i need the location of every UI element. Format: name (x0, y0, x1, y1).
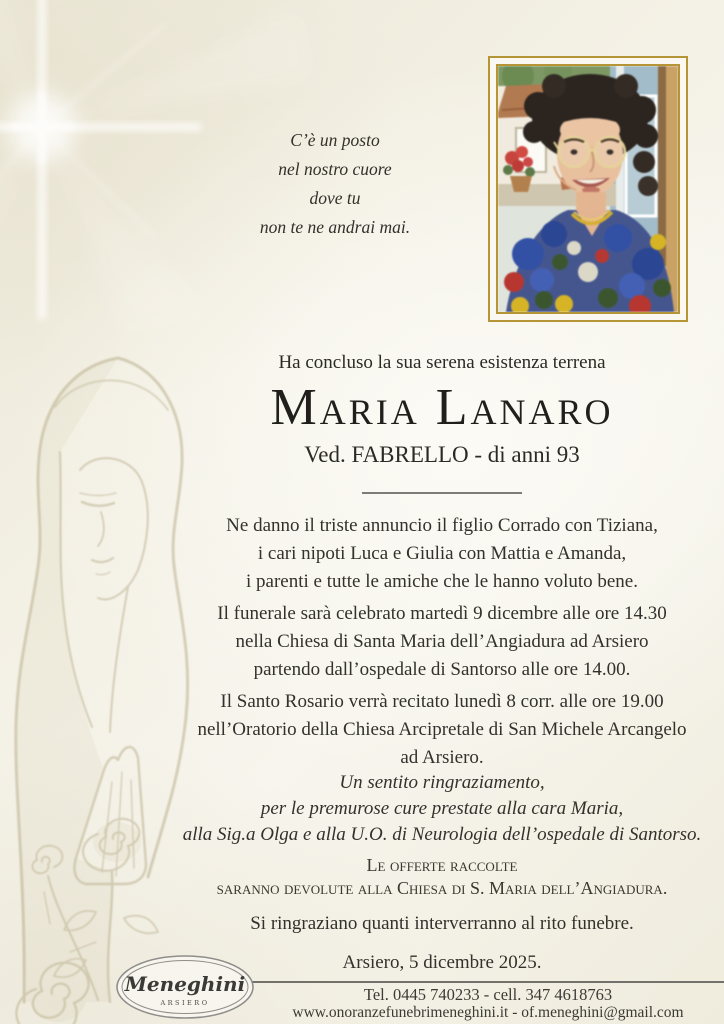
offerings-line: Le offerte raccolte (366, 855, 518, 875)
funeral-paragraph (150, 600, 724, 684)
thanks-line: alla Sig.a Olga e alla U.O. di Neurologia dell’ospedale di Santorso. (182, 824, 702, 845)
poem-line: dove tu (309, 188, 361, 208)
poem-line: non te ne andrai mai. (259, 217, 411, 237)
rosary-paragraph (150, 688, 724, 772)
thanks-line: Un sentito ringraziamento, (339, 772, 545, 793)
logo-name-text: Meneghini (124, 972, 246, 996)
funeral-line: nella Chiesa di Santa Maria dell’Angiadura ad Arsiero (235, 631, 649, 652)
funeral-line: partendo dall’ospedale di Santorso alle ore 14.00. (253, 659, 631, 680)
web-email-line: www.onoranzefunebrimeneghini.it - of.meneghini@gmail.com (292, 1004, 684, 1021)
dateline: Arsiero, 5 dicembre 2025. (342, 952, 542, 973)
rosary-line: Il Santo Rosario verrà recitato lunedì 8 corr. alle ore 19.00 (220, 691, 664, 712)
contact-info (252, 985, 724, 1022)
family-paragraph (150, 512, 724, 596)
rosary-line: nell’Oratorio della Chiesa Arcipretale di San Michele Arcangelo (197, 719, 687, 740)
poem-line: nel nostro cuore (278, 159, 392, 179)
poem-line: C’è un posto (290, 130, 380, 150)
thanks-line: per le premurose cure prestate alla cara Maria, (260, 798, 624, 819)
deceased-name: Maria Lanaro (270, 379, 614, 436)
memorial-poem (215, 126, 455, 242)
family-line: Ne danno il triste annuncio il figlio Corrado con Tiziana, (226, 515, 658, 536)
separator-rule (362, 492, 522, 494)
portrait-photo-frame (488, 56, 688, 322)
family-line: i parenti e tutte le amiche che le hanno voluto bene. (246, 571, 638, 592)
closing-line: Si ringraziano quanti interverranno al rito funebre. (250, 913, 634, 934)
family-line: i cari nipoti Luca e Giulia con Mattia e Amanda, (257, 543, 627, 564)
deceased-subtitle: Ved. FABRELLO - di anni 93 (304, 442, 580, 467)
phone-line: Tel. 0445 740233 - cell. 347 4618763 (363, 985, 613, 1004)
offerings-line: saranno devolute alla Chiesa di S. Maria dell’Angiadura. (216, 878, 668, 898)
announcement-intro: Ha concluso la sua serena esistenza terrena (278, 352, 606, 373)
logo-city-text: ARSIERO (160, 999, 210, 1007)
announcement-header (150, 350, 724, 494)
thanks-paragraph (150, 770, 724, 848)
rosary-line: ad Arsiero. (400, 747, 484, 768)
portrait-photo (496, 64, 680, 314)
funeral-line: Il funerale sarà celebrato martedì 9 dicembre alle ore 14.30 (217, 603, 667, 624)
footer-rule (252, 981, 724, 983)
funeral-home-logo (114, 954, 256, 1020)
offerings-paragraph (150, 854, 724, 900)
